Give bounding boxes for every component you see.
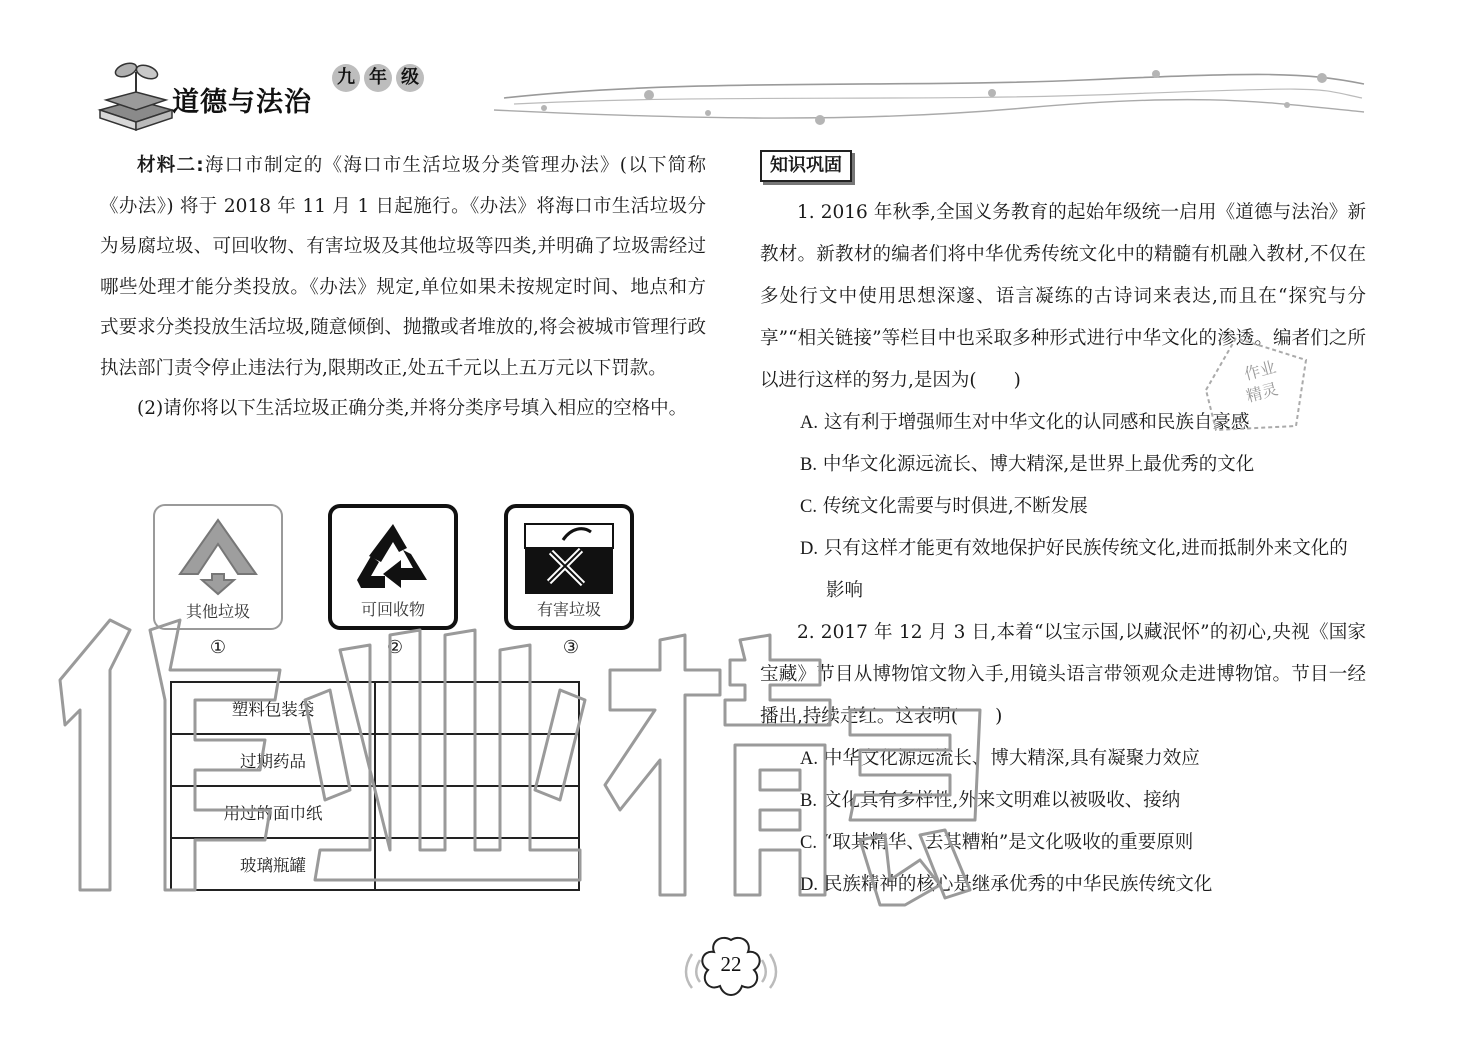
- svg-text:精灵: 精灵: [1244, 379, 1280, 406]
- bin-number: ②: [386, 637, 404, 658]
- option-c[interactable]: [760, 486, 1366, 528]
- bin-numbers: [150, 637, 640, 663]
- hazardous-bin: [504, 504, 634, 630]
- option-a[interactable]: [760, 738, 1366, 780]
- option-a[interactable]: [760, 402, 1366, 444]
- option-b[interactable]: [760, 444, 1366, 486]
- table-cell-answer[interactable]: [375, 734, 579, 786]
- sorting-table: [170, 681, 580, 891]
- option-text: 文化具有多样性,外来文明难以被吸收、接纳: [822, 790, 1181, 811]
- option-key: C.: [800, 497, 817, 517]
- table-row: [171, 682, 579, 734]
- grade-char: 九: [332, 64, 360, 92]
- bin-number: ①: [209, 637, 227, 658]
- other-waste-icon: [172, 516, 264, 596]
- waste-bin-icons: [150, 502, 640, 638]
- svg-text:作业: 作业: [1242, 357, 1278, 384]
- option-key: A.: [800, 413, 818, 433]
- option-key: C.: [800, 833, 817, 853]
- option-text: 民族精神的核心是继承优秀的中华民族传统文化: [823, 874, 1213, 895]
- section-tag: 知识巩固: [760, 150, 852, 182]
- option-text: 中华文化源远流长、博大精深,具有凝聚力效应: [823, 748, 1200, 769]
- option-d[interactable]: [760, 528, 1366, 612]
- option-key: B.: [800, 455, 817, 475]
- other-waste-bin: [153, 504, 283, 630]
- bin-label: 其他垃圾: [185, 602, 250, 621]
- option-text: 中华文化源远流长、博大精深,是世界上最优秀的文化: [822, 454, 1255, 475]
- grade-badge: [332, 64, 424, 92]
- table-cell-item: 用过的面巾纸: [171, 786, 375, 838]
- table-cell-answer[interactable]: [375, 838, 579, 890]
- question-2-stem: 2. 2017 年 12 月 3 日,本着“以宝示国,以藏泯怀”的初心,央视《国家宝藏》节目从博物馆文物入手,用镜头语言带领观众走进博物馆。节目一经播出,持续走红。这表明( ): [760, 622, 1366, 727]
- option-key: D.: [800, 875, 818, 895]
- option-d[interactable]: [760, 864, 1366, 906]
- table-row: [171, 838, 579, 890]
- bin-label: 有害垃圾: [536, 600, 601, 619]
- option-b[interactable]: [760, 780, 1366, 822]
- material-text: 海口市制定的《海口市生活垃圾分类管理办法》(以下简称《办法》) 将于 2018 年 11 月 1 日起施行。《办法》将海口市生活垃圾分为易腐垃圾、可回收物、有害垃圾及其他垃圾等四类,并明确了垃圾需经过哪些处理才能分类投放。《办法》规定,单位如果未按规定时间、地点和方式要求分类投放生活垃圾,随意倾倒、抛撒或者堆放的,将会被城市管理行政执法部门责令停止违法行为,限期改正,处五千元以上五万元以下罚款。: [100, 155, 706, 379]
- option-key: B.: [800, 791, 817, 811]
- option-text: “取其精华、去其糟粕”是文化吸收的重要原则: [822, 832, 1194, 853]
- grade-char: 年: [364, 64, 392, 92]
- question-2: (2)请你将以下生活垃圾正确分类,并将分类序号填入相应的空格中。: [137, 398, 688, 419]
- option-key: A.: [800, 749, 818, 769]
- recyclable-bin: [328, 504, 458, 630]
- option-c[interactable]: [760, 822, 1366, 864]
- option-text: 这有利于增强师生对中华文化的认同感和民族自豪感: [823, 412, 1250, 433]
- material-lead: 材料二:: [137, 155, 204, 176]
- question-1-stem: 1. 2016 年秋季,全国义务教育的起始年级统一启用《道德与法治》新教材。新教材的编者们将中华优秀传统文化中的精髓有机融入教材,不仅在多处行文中使用思想深邃、语言凝练的古诗词来表达,而且在“探究与分享”“相关链接”等栏目中也采取多种形式进行中华文化的渗透。编者们之所以进行这样的努力,是因为( ): [760, 202, 1366, 391]
- bin-number: ③: [562, 637, 580, 658]
- subject-title: 道德与法治: [172, 87, 312, 118]
- page-number-text: 22: [720, 952, 742, 976]
- recycle-icon: [347, 518, 439, 598]
- table-cell-item: 玻璃瓶罐: [171, 838, 375, 890]
- left-column: [100, 146, 706, 430]
- table-cell-item: 过期药品: [171, 734, 375, 786]
- decorative-wave-icon: [484, 58, 1374, 138]
- page-number: [678, 932, 784, 1002]
- material-paragraph: [100, 146, 706, 389]
- table-cell-answer[interactable]: [375, 682, 579, 734]
- hazardous-icon: [519, 518, 619, 598]
- table-cell-answer[interactable]: [375, 786, 579, 838]
- table-cell-item: 塑料包装袋: [171, 682, 375, 734]
- books-plant-logo-icon: [96, 60, 174, 134]
- option-key: D.: [800, 539, 818, 559]
- grade-char: 级: [396, 64, 424, 92]
- bin-label: 可回收物: [360, 600, 425, 619]
- option-text: 传统文化需要与时俱进,不断发展: [822, 496, 1088, 517]
- table-row: [171, 786, 579, 838]
- option-text: 只有这样才能更有效地保护好民族传统文化,进而抵制外来文化的影响: [823, 538, 1348, 601]
- table-row: [171, 734, 579, 786]
- right-column: [760, 150, 1366, 906]
- page-header: [96, 58, 1376, 138]
